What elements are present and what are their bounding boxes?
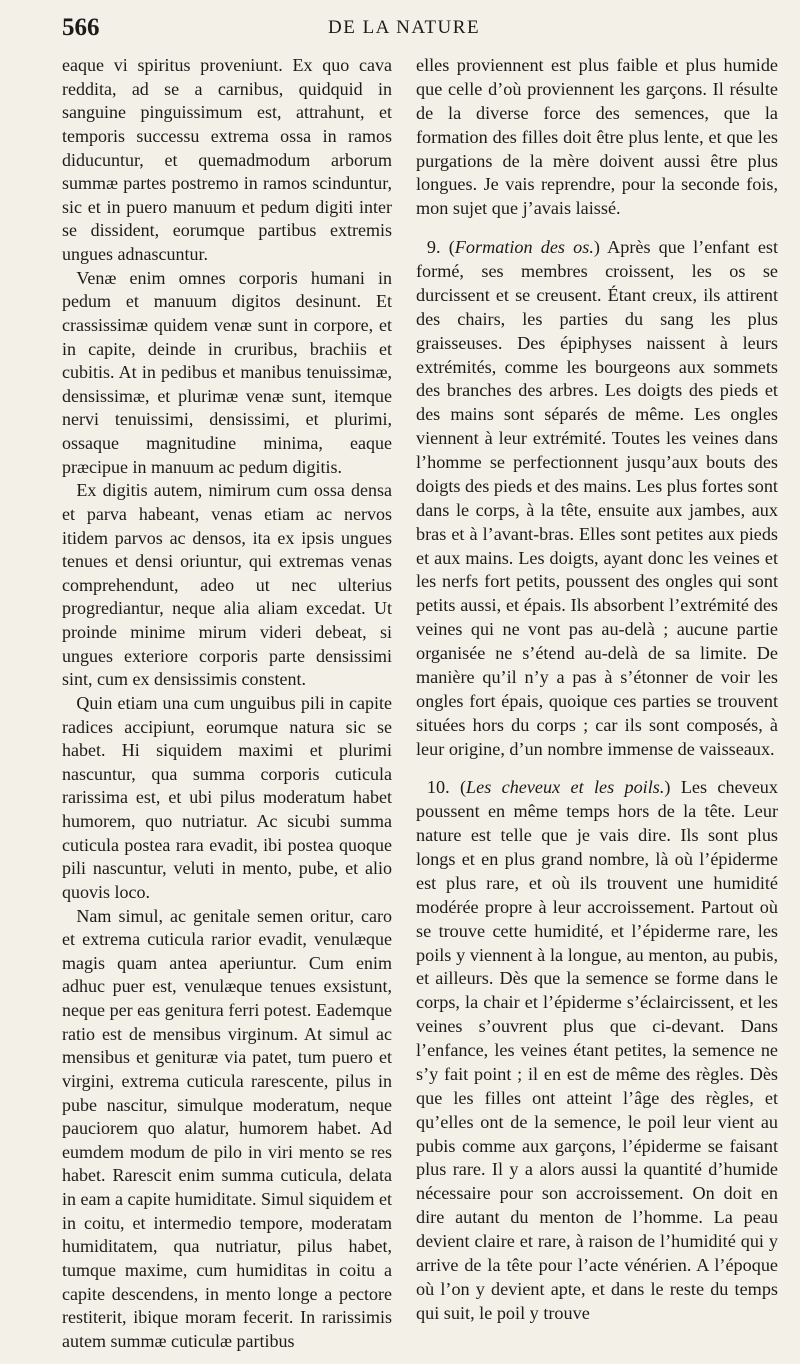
running-title: DE LA NATURE <box>328 17 481 38</box>
section-9-body: Après que l’enfant est formé, ses membres croissent, les os se durcissent et se creusent. Étant creux, ils attirent des chairs, les parties du sang les plus graisseuses. Des épiphyses naissent à leurs extrémités, comme les bourgeons aux sommets des branches des arbres. Les doigts des pieds et des mains sont séparés de même. Les ongles viennent à leur extrémité. Toutes les veines dans l’homme se perfectionnent jusqu’aux bouts des doigts des pieds et des mains. Les plus fortes sont dans le corps, à la tête, ensuite aux jambes, aux bras et à l’avant-bras. Elles sont petites aux pieds et aux mains. Les doigts, ayant donc les veines et les nerfs fort petits, poussent des ongles qui sont petits aussi, et épais. Ils absorbent l’extrémité des veines qui ne vont pas au-delà ; aucune partie organisée ne s’étend au-delà de sa limite. De manière qu’il n’y a pas à s’étonner de voir les ongles fort épais, quoique ces parties se trouvent situées hors du corps ; car ils sont composés, à leur origine, d’un nombre immense de vaisseaux. <box>416 237 779 759</box>
latin-paragraph: eaque vi spiritus proveniunt. Ex quo cava reddita, ad se a carnibus, quidquid in sanguine pinguissimum est, attrahunt, et temporis successu extrema ossa in ramos diducuntur, et quemadmodum arborum summæ partes postremo in ramos scinduntur, sic et in puero manuum et pedum digiti inter se dissident, eorumque partibus extremis ungues adnascuntur. <box>62 55 392 264</box>
latin-column <box>62 54 392 1353</box>
section-9-number: 9. <box>426 237 441 258</box>
french-column <box>416 54 778 1326</box>
page-header <box>62 14 774 54</box>
latin-paragraph: Quin etiam una cum unguibus pili in capite radices accipiunt, eorumque natura sic se habet. Hi siquidem maximi et plurimi nascuntur, qua summa corporis cuticula rarissima est, et ubi pilus moderatum habet humorem, quo nutriatur. Ac sicubi summa cuticula postea rara evadit, ibi postea quoque pili nascuntur, veluti in mento, pube, et alio quovis loco. <box>62 692 392 902</box>
page-number: 566 <box>62 14 100 41</box>
section-9-heading: Formation des os. <box>454 237 594 258</box>
latin-paragraph: Ex digitis autem, nimirum cum ossa densa et parva habeant, venas etiam ac nervos itidem parvos ac densos, ita ex ipsis ungues tenues et densi oriuntur, qui extremas venas comprehendunt, adeo ut nec ulterius progrediantur, neque alia aliam excedat. Ut proinde minime mirum videri debeat, si ungues exteriore corporis parte densissimi sint, cum ex densissimis constent. <box>62 480 392 690</box>
latin-paragraph: Venæ enim omnes corporis humani in pedum et manuum digitos desinunt. Et crassissimæ quidem venæ sunt in corpore, et in capite, deinde in cruribus, brachiis et cubitis. At in pedibus et manibus tenuissimæ, densissimæ, et plurimæ venæ sunt, itemque nervi tenuissimi, densissimi, et plurimi, ossaque magnitudine minima, eaque præcipue in manuum ac pedum digitis. <box>62 267 392 477</box>
section-9-paragraph: 9. (Formation des os.) Après que l’enfant est formé, ses membres croissent, les os se durcissent et se creusent. Étant creux, ils attirent des chairs, les parties du sang les plus graisseuses. Des épiphyses naissent à leurs extrémités, comme les bourgeons aux sommets des branches des arbres. Les doigts des pieds et des mains sont séparés de même. Les ongles viennent à leur extrémité. Toutes les veines dans l’homme se perfectionnent jusqu’aux bouts des doigts des pieds et des mains. Les plus fortes sont dans le corps, à la tête, ensuite aux jambes, aux bras et à l’avant-bras. Elles sont petites aux pieds et aux mains. Les doigts, ayant donc les veines et les nerfs fort petits, poussent des ongles qui sont petits aussi, et épais. Ils absorbent l’extrémité des veines qui ne vont pas au-delà ; aucune partie organisée ne s’étend au-delà de sa limite. De manière qu’il n’y a pas à s’étonner de voir les ongles fort épais, quoique ces parties se trouvent situées hors du corps ; car ils sont composés, à leur origine, d’un nombre immense de vaisseaux. <box>416 237 779 759</box>
section-10-paragraph: 10. (Les cheveux et les poils.) Les cheveux poussent en même temps hors de la tête. Leur nature est telle que je vais dire. Ils sont plus longs et en plus grand nombre, là où l’épiderme est plus rare, et où ils trouvent une humidité modérée propre à leur accroissement. Partout où se trouve cette humidité, et l’épiderme rare, les poils y viennent à la longue, au menton, au pubis, et ailleurs. Dès que la semence se forme dans le corps, la chair et l’épiderme s’éclaircissent, et les veines s’ouvrent plus que ci-devant. Dans l’enfance, les veines étant petites, la semence ne s’y fait point ; il en est de même des règles. Dès que les filles ont atteint l’âge des règles, et qu’elles ont de la semence, le poil leur vient au pubis comme aux garçons, l’épiderme se faisant plus rare. Il y a alors aussi la quantité d’humide nécessaire pour son accroissement. On doit en dire autant du menton de l’homme. La peau devient claire et rare, à raison de l’humidité qui y arrive de la tête pour l’acte vénérien. A l’époque où l’on y devient apte, et dans le reste du temps qui suit, le poil y trouve <box>416 777 778 1323</box>
section-10-number: 10. <box>426 777 450 798</box>
section-10-heading: Les cheveux et les poils. <box>466 777 665 798</box>
latin-paragraph: Nam simul, ac genitale semen oritur, caro et extrema cuticula rarior evadit, venulæque magis quam antea aperiuntur. Cum enim adhuc puer est, venulæque tenues exsistunt, neque per eas genitura ferri potest. Eademque ratio est de mensibus virginum. At simul ac mensibus et genituræ via patet, tum puero et virgini, extrema cuticula rarescente, pilus in pube nascitur, simulque moderatum, neque pauciorem quo alatur, humorem habet. Ad eumdem modum de pilo in viri mento se res habet. Rarescit enim summa cuticula, delata in eam a capite humiditate. Simul siquidem et in coitu, et intermedio tempore, moderatam humiditatem, qua nutriatur, pilus habet, tumque maxime, cum humiditas in coitu a capite descendens, in mento longe a pectore restiterit, ibique moram fecerit. In rarissimis autem summæ cuticulæ partibus <box>62 905 392 1351</box>
french-intro-paragraph: elles proviennent est plus faible et plus humide que celle d’où proviennent les garçons. Il résulte de la diverse force des semences, que la formation des filles doit être plus lente, et que les purgations de la mère doivent aussi être plus longues. Je vais reprendre, pour la seconde fois, mon sujet que j’avais laissé. <box>416 55 778 219</box>
section-10-body: Les cheveux poussent en même temps hors de la tête. Leur nature est telle que je vais dire. Ils sont plus longs et en plus grand nombre, là où l’épiderme est plus rare, et où ils trouvent une humidité modérée propre à leur accroissement. Partout où se trouve cette humidité, et l’épiderme rare, les poils y viennent à la longue, au menton, au pubis, et ailleurs. Dès que la semence se forme dans le corps, la chair et l’épiderme s’éclaircissent, et les veines s’ouvrent plus que ci-devant. Dans l’enfance, les veines étant petites, la semence ne s’y fait point ; il en est de même des règles. Dès que les filles ont atteint l’âge des règles, et qu’elles ont de la semence, le poil leur vient au pubis comme aux garçons, l’épiderme se faisant plus rare. Il y a alors aussi la quantité d’humide nécessaire pour son accroissement. On doit en dire autant du menton de l’homme. La peau devient claire et rare, à raison de l’humidité qui y arrive de la tête pour l’acte vénérien. A l’époque où l’on y devient apte, et dans le reste du temps qui suit, le poil y trouve <box>416 777 778 1323</box>
